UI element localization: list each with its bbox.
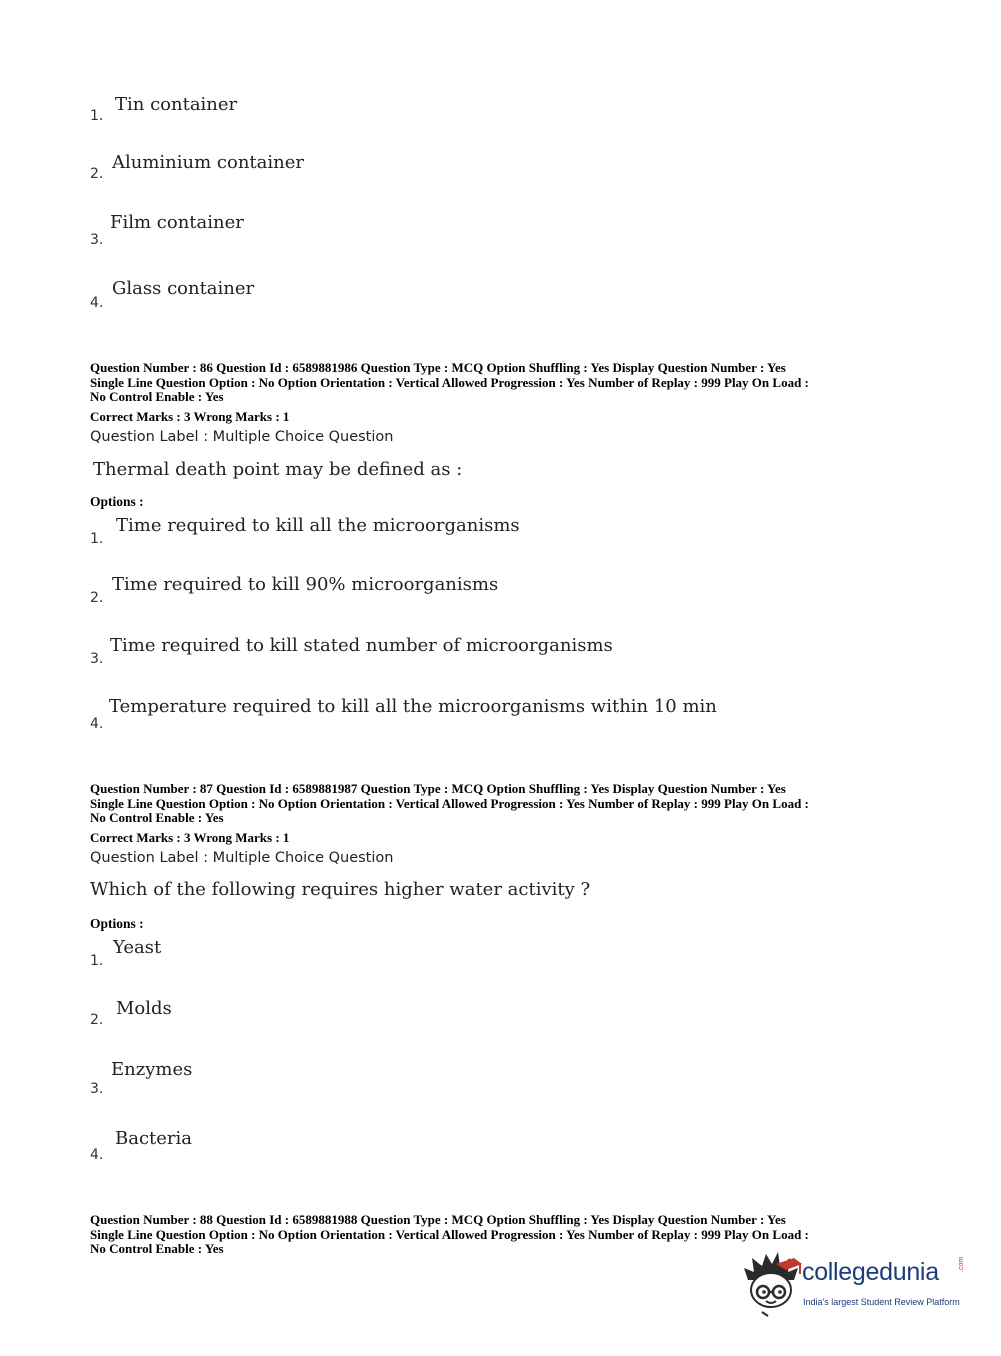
option-number: 3. xyxy=(90,651,104,667)
meta-line: No Control Enable : Yes xyxy=(90,389,224,404)
option-number: 2. xyxy=(90,1012,104,1028)
option-text: Glass container xyxy=(112,278,255,299)
meta-line: Question Number : 86 Question Id : 6589881986 Question Type : MCQ Option Shuffling : Yes Display Question Number : Yes xyxy=(90,360,786,375)
question-meta xyxy=(90,361,809,405)
option-text: Yeast xyxy=(113,937,162,958)
option-text: Temperature required to kill all the microorganisms within 10 min xyxy=(109,696,717,717)
question-label: Question Label : Multiple Choice Question xyxy=(90,429,394,445)
mascot-icon xyxy=(742,1250,802,1318)
option-number: 1. xyxy=(90,108,104,124)
option-text: Aluminium container xyxy=(112,152,304,173)
question-meta xyxy=(90,782,809,826)
options-heading: Options : xyxy=(90,494,144,509)
collegedunia-logo xyxy=(742,1250,972,1318)
option-text: Time required to kill 90% microorganisms xyxy=(112,574,499,595)
option-number: 3. xyxy=(90,1081,104,1097)
meta-line: Single Line Question Option : No Option Orientation : Vertical Allowed Progression : Yes Number of Replay : 999 Play On Load : xyxy=(90,795,809,811)
option-number: 4. xyxy=(90,1147,104,1163)
option-text: Time required to kill all the microorganisms xyxy=(116,515,520,536)
option-number: 3. xyxy=(90,232,104,248)
logo-tagline: India's largest Student Review Platform xyxy=(803,1297,960,1307)
option-text: Enzymes xyxy=(111,1059,193,1080)
marks-line: Correct Marks : 3 Wrong Marks : 1 xyxy=(90,409,290,424)
option-number: 2. xyxy=(90,166,104,182)
question-meta xyxy=(90,1213,809,1257)
question-text: Which of the following requires higher water activity ? xyxy=(90,879,591,900)
option-text: Molds xyxy=(116,998,172,1019)
option-text: Bacteria xyxy=(115,1128,193,1149)
option-number: 1. xyxy=(90,953,104,969)
options-heading: Options : xyxy=(90,916,144,931)
option-text: Film container xyxy=(110,212,244,233)
meta-line: Single Line Question Option : No Option Orientation : Vertical Allowed Progression : Yes Number of Replay : 999 Play On Load : xyxy=(90,1226,809,1242)
option-number: 4. xyxy=(90,716,104,732)
meta-line: Question Number : 87 Question Id : 6589881987 Question Type : MCQ Option Shuffling : Yes Display Question Number : Yes xyxy=(90,781,786,796)
logo-wordmark: collegedunia xyxy=(802,1258,939,1286)
option-number: 2. xyxy=(90,590,104,606)
meta-line: Question Number : 88 Question Id : 6589881988 Question Type : MCQ Option Shuffling : Yes Display Question Number : Yes xyxy=(90,1212,786,1227)
meta-line: No Control Enable : Yes xyxy=(90,810,224,825)
marks-line: Correct Marks : 3 Wrong Marks : 1 xyxy=(90,830,290,845)
option-text: Tin container xyxy=(115,94,238,115)
meta-line: Single Line Question Option : No Option Orientation : Vertical Allowed Progression : Yes Number of Replay : 999 Play On Load : xyxy=(90,374,809,390)
logo-suffix: .com xyxy=(958,1256,965,1272)
question-text: Thermal death point may be defined as : xyxy=(93,459,463,480)
meta-line: No Control Enable : Yes xyxy=(90,1241,224,1256)
option-number: 4. xyxy=(90,295,104,311)
option-number: 1. xyxy=(90,531,104,547)
option-text: Time required to kill stated number of microorganisms xyxy=(110,635,613,656)
question-label: Question Label : Multiple Choice Question xyxy=(90,850,394,866)
